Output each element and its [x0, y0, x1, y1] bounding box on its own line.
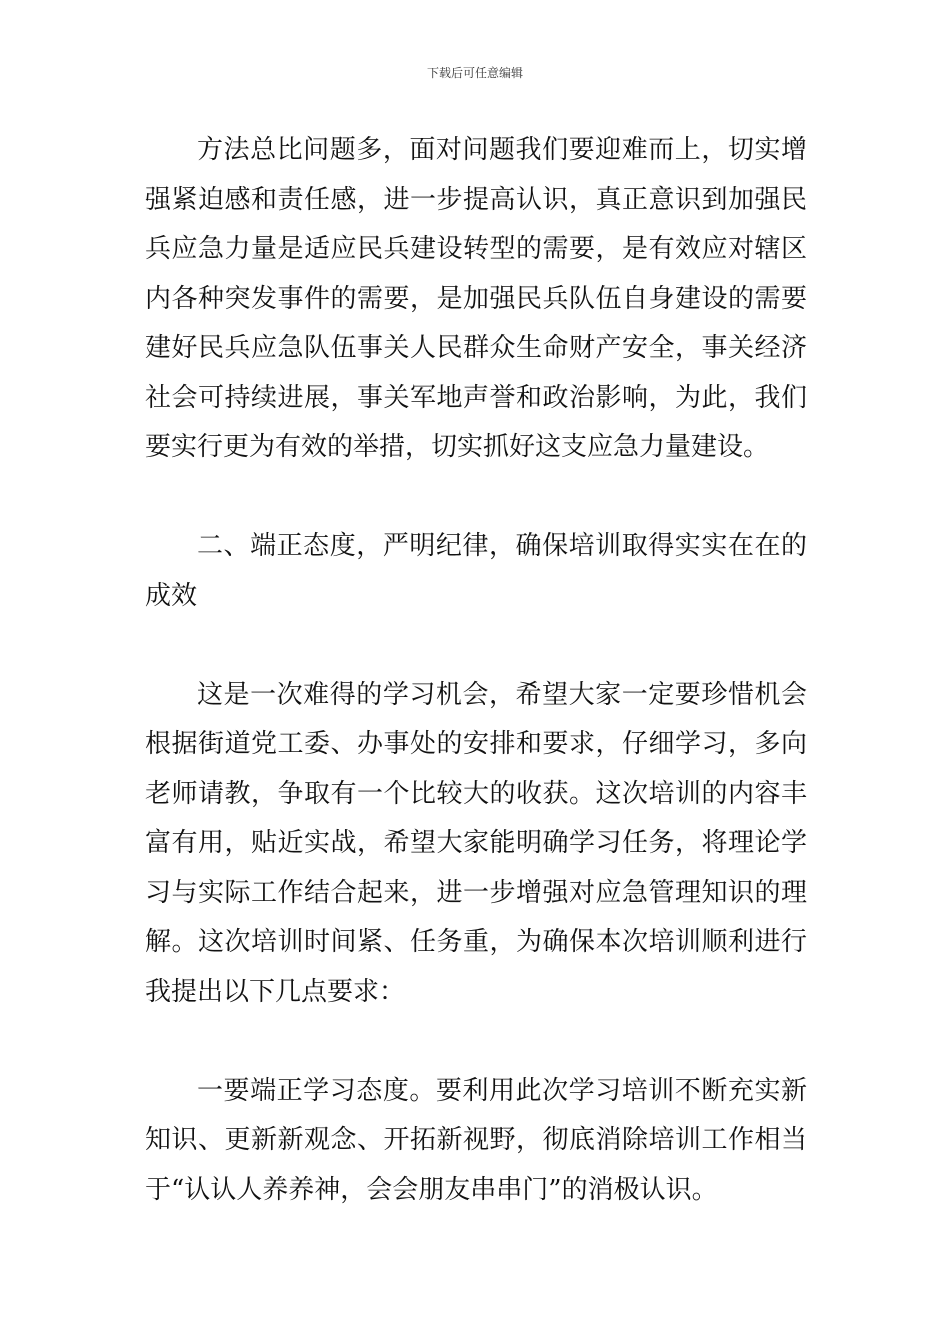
document-body	[145, 126, 807, 1215]
paragraph-opportunity: 这是一次难得的学习机会，希望大家一定要珍惜机会根据街道党工委、办事处的安排和要求，仔细学习，多向老师请教，争取有一个比较大的收获。这次培训的内容丰富有用，贴近实战，希望大家能明确学习任务，将理论学习与实际工作结合起来，进一步增强对应急管理知识的理解。这次培训时间紧、任务重，为确保本次培训顺利进行我提出以下几点要求：	[145, 679, 807, 1007]
section-heading-2: 二、端正态度，严明纪律，确保培训取得实实在在的成效	[145, 531, 807, 611]
paragraph-method: 方法总比问题多，面对问题我们要迎难而上，切实增强紧迫感和责任感，进一步提高认识，真正意识到加强民兵应急力量是适应民兵建设转型的需要，是有效应对辖区内各种突发事件的需要，是加强民兵队伍自身建设的需要建好民兵应急队伍事关人民群众生命财产安全，事关经济社会可持续进展，事关军地声誉和政治影响，为此，我们要实行更为有效的举措，切实抓好这支应急力量建设。	[145, 135, 807, 462]
page-header: 下载后可任意编辑	[426, 66, 523, 80]
paragraph-gap	[145, 473, 807, 523]
paragraph-requirement-1: 一要端正学习态度。要利用此次学习培训不断充实新知识、更新新观念、开拓新视野，彻底消除培训工作相当于“认认人养养神，会会朋友串串门”的消极认识。	[145, 1075, 807, 1205]
paragraph-gap	[145, 621, 807, 671]
paragraph-gap	[145, 1017, 807, 1067]
